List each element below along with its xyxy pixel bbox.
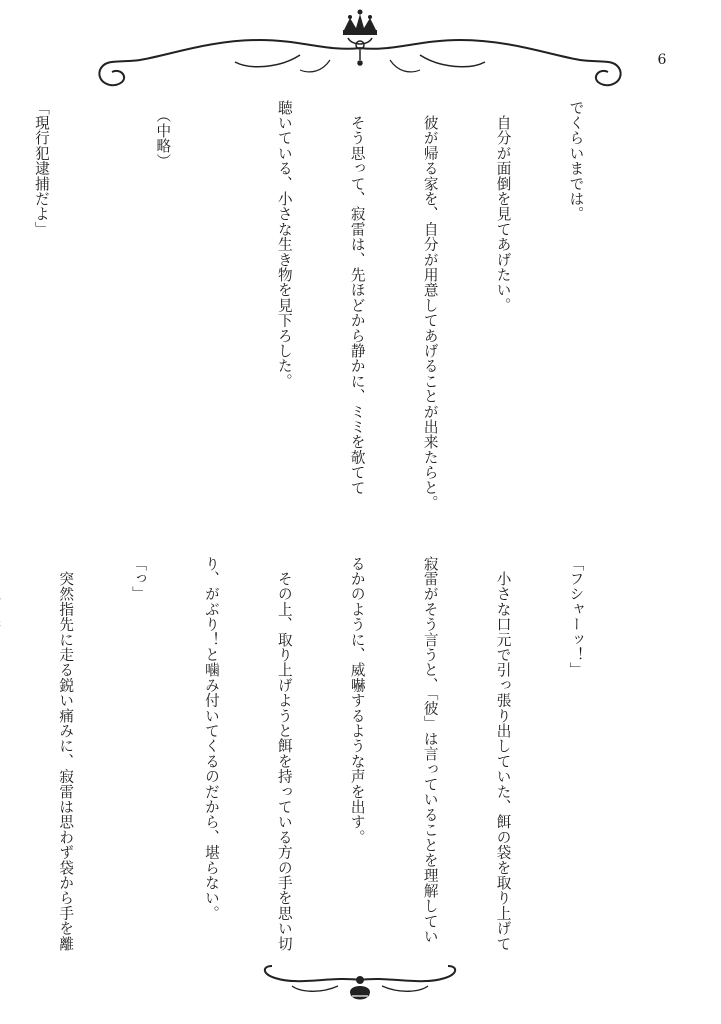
text-column: そう思って、寂雷は、先ほどから静かに、ミミを欹てて [348, 100, 366, 496]
top-ornament-flourish [0, 0, 721, 110]
text-column: 聴いている、小さな生き物を見下ろした。 [275, 100, 293, 389]
text-column: り、がぶり！と噛み付いてくるのだから、堪らない。 [202, 556, 220, 921]
text-column: 小さな口元で引っ張り出していた、餌の袋を取り上げて [494, 556, 512, 952]
text-column: でくらいまでは。 [567, 100, 585, 222]
text-column: 「っ」 [130, 556, 148, 602]
lower-text-block [0, 556, 636, 976]
text-column: 彼が帰る家を、自分が用意してあげることが出来たらと。 [421, 100, 439, 511]
text-column: 寂雷がそう言うと、「彼」は言っていることを理解してい [421, 556, 439, 944]
text-column: 突然指先に走る鋭い痛みに、寂雷は思わず袋から手を離 [57, 556, 75, 952]
text-column: 「現行犯逮捕だよ」 [32, 100, 50, 237]
text-column: その上、取り上げようと餌を持っている方の手を思い切 [275, 556, 293, 952]
text-column: るかのように、威嚇するような声を出す。 [348, 556, 366, 845]
text-column: 「フシャーッ！」 [567, 556, 585, 678]
text-column: 自分が面倒を見てあげたい。 [494, 100, 512, 313]
upper-text-block [0, 100, 636, 530]
crown-icon [343, 10, 377, 36]
bottom-ornament-flourish [0, 958, 721, 1024]
text-column [0, 556, 4, 976]
section-break: （中略） [154, 100, 172, 169]
page-number: 6 [657, 52, 667, 68]
